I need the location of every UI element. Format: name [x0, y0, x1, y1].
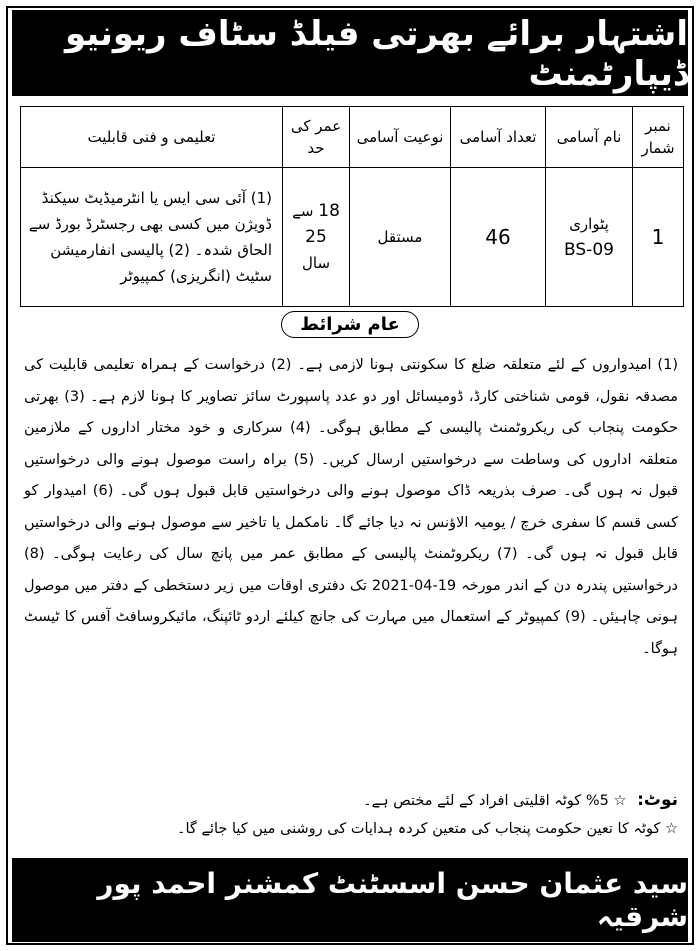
cell-post-name: [546, 168, 633, 307]
general-terms-title: عام شرائط: [281, 311, 419, 338]
note-section: [24, 786, 678, 843]
note-text-2: ☆ کوٹہ کا تعین حکومت پنجاب کی متعین کردہ ہدایات کی روشنی میں کیا جائے گا۔: [177, 821, 678, 837]
age-unit: سال: [301, 254, 331, 272]
header-post-type: نوعیت آسامی: [350, 107, 451, 168]
age-from: 18: [318, 201, 340, 221]
general-terms-text: (1) امیدواروں کے لئے متعلقہ ضلع کا سکونتی ہونا لازمی ہے۔ (2) درخواست کے ہمراہ تعلیمی قابلیت کی مصدقہ نقول، قومی شناختی کارڈ، ڈومیسائل اور دو عدد پاسپورٹ سائز تصاویر کا ہونا لازم ہے۔ (3) بھرتی حکومت پنجاب کی ریکروٹمنٹ پالیسی کے مطابق ہوگی۔ (4) سرکاری و خود مختار اداروں کے ملازمین متعلقہ اداروں کی وساطت سے درخواستیں ارسال کریں۔ (5) براہ راست موصول ہونے والی درخواستیں قبول نہ ہوں گی۔ صرف بذریعہ ڈاک موصول ہونے والی درخواستیں قابل قبول ہوں گی۔ (6) امیدوار کو کسی قسم کا سفری خرچ / یومیہ الاؤنس نہ دیا جائے گا۔ نامکمل یا تاخیر سے موصول ہونے والی درخواستیں قابل قبول نہ ہوں گی۔ (7) ریکروٹمنٹ پالیسی کے مطابق عمر میں پانچ سال کی رعایت ہوگی۔ (8) درخواستیں پندرہ دن کے اندر مورخہ 19-04-2021 تک دفتری اوقات میں زیر دستخطی کے دفتر میں موصول ہونی چاہیئں۔ (9) کمپیوٹر کے استعمال میں مہارت کی جانچ کیلئے اردو ٹائپنگ، مائیکروسافٹ آفس کا ٹیسٹ ہوگا۔: [24, 357, 679, 657]
note-text-1: ☆ 5% کوٹہ اقلیتی افراد کے لئے مختص ہے۔: [363, 793, 627, 809]
header-serial: نمبر شمار: [633, 107, 684, 168]
advertisement-title: اشتہار برائے بھرتی فیلڈ سٹاف ریونیو ڈیپارٹمنٹ: [12, 10, 688, 96]
header-age-limit: عمر کی حد: [283, 107, 350, 168]
table-header-row: [21, 107, 684, 168]
header-qualification: تعلیمی و فنی قابلیت: [21, 107, 283, 168]
general-terms-heading: [0, 314, 700, 335]
table-row: [21, 168, 684, 307]
age-to: 25: [305, 227, 327, 247]
cell-post-count: 46: [451, 168, 546, 307]
signature-footer: سید عثمان حسن اسسٹنٹ کمشنر احمد پور شرقیہ: [12, 858, 688, 942]
post-scale: BS-09: [564, 240, 614, 260]
note-label: نوٹ:: [637, 790, 678, 810]
note-line-1: [24, 786, 678, 815]
cell-post-type: مستقل: [350, 168, 451, 307]
age-separator: سے: [292, 202, 314, 220]
header-post-name: نام آسامی: [546, 107, 633, 168]
cell-qualification: (1) آئی سی ایس یا انٹرمیڈیٹ سیکنڈ ڈویژن میں کسی بھی رجسٹرڈ بورڈ سے الحاق شدہ۔ (2) پالیسی انفارمیشن سٹیٹ (انگریزی) کمپیوٹر: [21, 168, 283, 307]
cell-age-limit: [283, 168, 350, 307]
header-post-count: تعداد آسامی: [451, 107, 546, 168]
vacancies-table: [20, 106, 684, 307]
post-name: پٹواری: [569, 215, 609, 233]
cell-serial: 1: [633, 168, 684, 307]
